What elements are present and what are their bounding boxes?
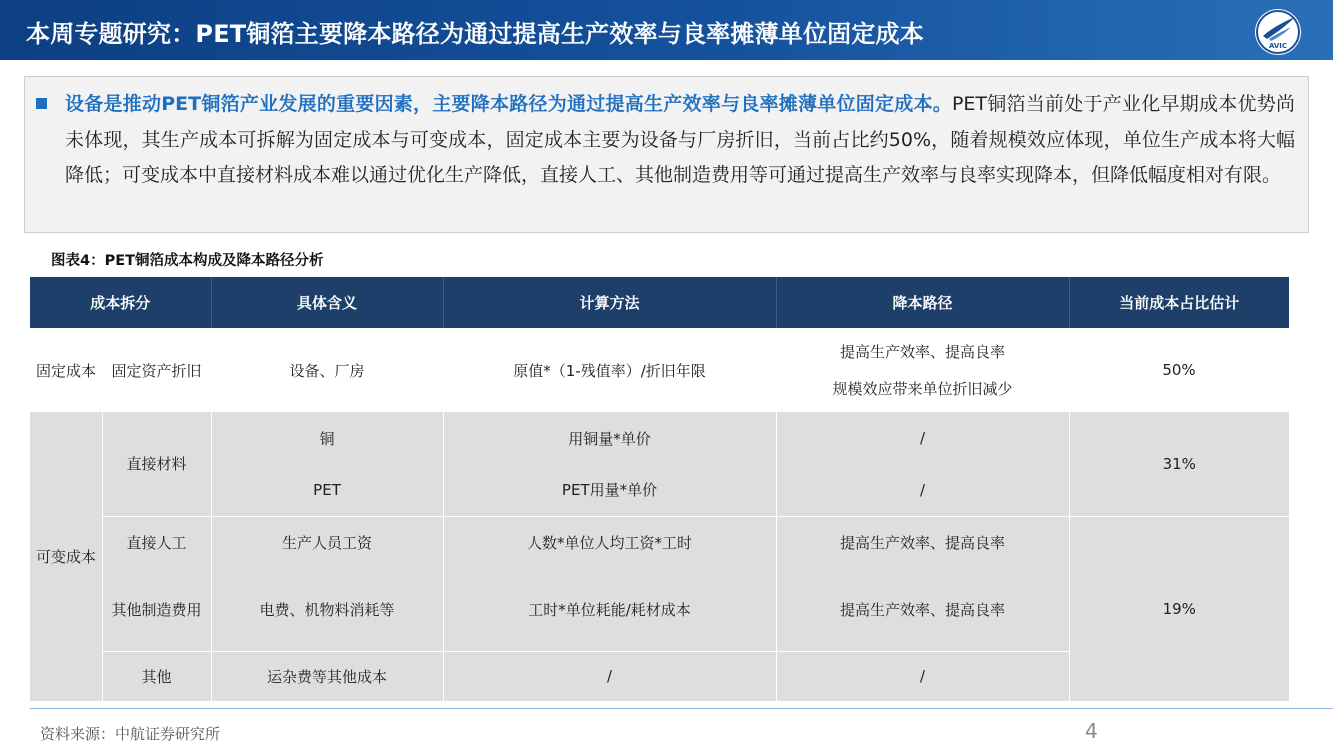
cell-depreciation-meaning: 设备、厂房 [211,328,443,412]
page-number: 4 [1085,719,1098,743]
header-cost-split: 成本拆分 [30,277,211,328]
cell-copper-meaning: 铜 [211,412,443,464]
bullet-square-icon [36,98,47,109]
table-row-copper [30,412,1289,464]
summary-box [24,76,1309,233]
cell-copper-method: 用铜量*单价 [443,412,776,464]
table-header-row [30,277,1289,328]
cell-other-mfg-path: 提高生产效率、提高良率 [776,569,1069,651]
page-title: 本周专题研究：PET铜箔主要降本路径为通过提高生产效率与良率摊薄单位固定成本 [26,20,924,48]
cell-depreciation-item: 固定资产折旧 [102,328,211,412]
path-line-2: 规模效应带来单位折旧减少 [832,380,1013,398]
cell-other-share: 19% [1069,516,1289,701]
cell-direct-labor-path: 提高生产效率、提高良率 [776,516,1069,569]
summary-paragraph [65,87,1295,194]
cell-copper-path: / [776,412,1069,464]
cost-breakdown-table [30,277,1289,701]
cell-other-mfg-method: 工时*单位耗能/耗材成本 [443,569,776,651]
logo-text: AVIC [1268,42,1288,50]
path-line-1: 提高生产效率、提高良率 [840,343,1006,361]
cell-other-path: / [776,651,1069,701]
header-meaning: 具体含义 [211,277,443,328]
cell-fixed-category: 固定成本 [30,328,102,412]
footer-divider [30,708,1333,709]
avic-logo-icon [1255,9,1301,55]
header-cost-share: 当前成本占比估计 [1069,277,1289,328]
cell-direct-labor-method: 人数*单位人均工资*工时 [443,516,776,569]
company-logo [1255,9,1301,55]
cell-pet-meaning: PET [211,464,443,516]
summary-highlight: 设备是推动PET铜箔产业发展的重要因素，主要降本路径为通过提高生产效率与良率摊薄单位固定成本。 [65,93,952,115]
cell-variable-category: 可变成本 [30,412,102,701]
cell-direct-material-item: 直接材料 [102,412,211,516]
table-row-fixed-cost [30,328,1289,412]
table-row-direct-labor [30,516,1289,569]
source-note: 资料来源：中航证券研究所 [40,725,221,743]
cell-other-method: / [443,651,776,701]
cell-other-mfg-item: 其他制造费用 [102,569,211,651]
cell-pet-path: / [776,464,1069,516]
cell-direct-material-share: 31% [1069,412,1289,516]
title-bar [0,0,1333,60]
header-reduction-path: 降本路径 [776,277,1069,328]
header-method: 计算方法 [443,277,776,328]
cell-fixed-share: 50% [1069,328,1289,412]
figure-caption: 图表4：PET铜箔成本构成及降本路径分析 [51,253,324,269]
cell-depreciation-method: 原值*（1-残值率）/折旧年限 [443,328,776,412]
cell-other-meaning: 运杂费等其他成本 [211,651,443,701]
cell-other-mfg-meaning: 电费、机物料消耗等 [211,569,443,651]
cell-direct-labor-meaning: 生产人员工资 [211,516,443,569]
cell-pet-method: PET用量*单价 [443,464,776,516]
summary-body: PET铜箔当前处于产业化早期成本优势尚未体现，其生产成本可拆解为固定成本与可变成本，固定成本主要为设备与厂房折旧，当前占比约50%，随着规模效应体现，单位生产成本将大幅降低；可变成本中直接材料成本难以通过优化生产降低，直接人工、其他制造费用等可通过提高生产效率与良率实现降本，但降低幅度相对有限。 [65,93,1295,187]
cell-direct-labor-item: 直接人工 [102,516,211,569]
cell-other-item: 其他 [102,651,211,701]
cell-depreciation-path [776,328,1069,412]
